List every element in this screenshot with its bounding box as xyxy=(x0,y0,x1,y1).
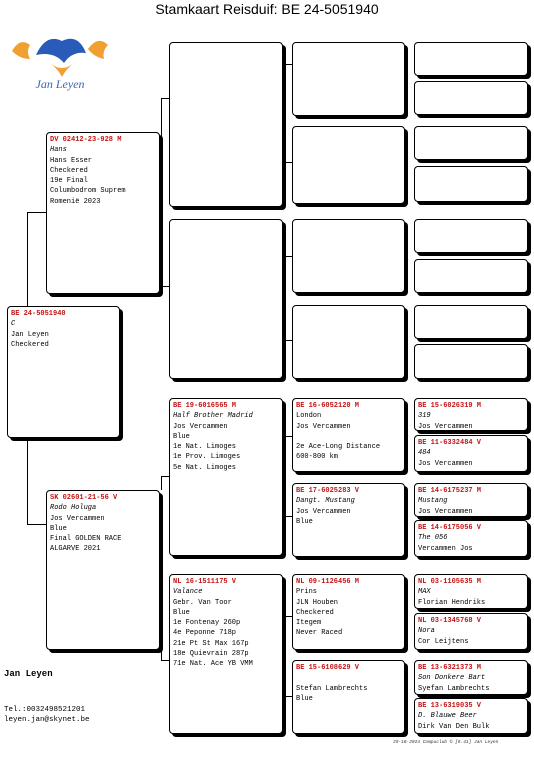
g3-ring: NL 09-1126456 M xyxy=(296,578,360,586)
g3-name: Dangt. Mustang xyxy=(296,497,355,506)
father-note: Romenië 2023 xyxy=(50,197,101,206)
mm-father-card[interactable] xyxy=(169,398,283,556)
breeder-name: Jan Leyen xyxy=(4,669,53,679)
g4-owner: Jos Vercammen xyxy=(418,422,473,431)
g4-ring: BE 15-6026319 M xyxy=(418,402,482,410)
father-owner: Hans Esser xyxy=(50,156,93,165)
g3-owner: Jos Vercammen xyxy=(296,422,351,431)
g3-note: Itegem xyxy=(296,619,322,628)
g4-owner: Syefan Lambrechts xyxy=(418,684,490,693)
g4-card[interactable] xyxy=(414,520,528,557)
logo-bird-center xyxy=(36,39,86,63)
g3-ring: BE 17-6025283 V xyxy=(296,487,360,495)
mother-note: ALGARVE 2021 xyxy=(50,545,101,554)
empty-card[interactable] xyxy=(414,305,528,339)
father-note: Columbodrom Suprem xyxy=(50,187,126,196)
g3-name: Prins xyxy=(296,588,318,597)
g4-owner: Dirk Van Den Bulk xyxy=(418,722,490,731)
empty-card[interactable] xyxy=(292,219,405,293)
g4-owner: Florian Hendriks xyxy=(418,598,486,607)
mm-mother-owner: Gebr. Van Toor xyxy=(173,598,232,607)
mm-father-owner: Jos Vercammen xyxy=(173,422,228,431)
g3-name: London xyxy=(296,412,322,421)
subject-name: C xyxy=(11,320,16,329)
g4-card[interactable] xyxy=(414,398,528,431)
g4-name: 319 xyxy=(418,412,431,421)
mm-mother-note: 21e Pt St Max 167p xyxy=(173,639,249,648)
mm-father-name: Half Brother Madrid xyxy=(173,412,253,421)
g4-owner: Vercammen Jos xyxy=(418,544,473,553)
mm-mother-note: 4e Peponne 718p xyxy=(173,629,237,638)
g4-name: D. Blauwe Beer xyxy=(418,712,477,721)
mother-note: Final GOLDEN RACE xyxy=(50,535,122,544)
page-title: Stamkaart Reisduif: BE 24-5051940 xyxy=(155,1,379,17)
g3-ring: BE 16-6052120 M xyxy=(296,402,360,410)
empty-card[interactable] xyxy=(292,42,405,116)
empty-card[interactable] xyxy=(414,126,528,160)
logo-bird-left xyxy=(12,42,30,59)
g4-card[interactable] xyxy=(414,613,528,650)
mm-mother-note: 18e Quievrain 287p xyxy=(173,650,249,659)
g4-card[interactable] xyxy=(414,483,528,517)
mother-owner: Jos Vercammen xyxy=(50,514,105,523)
mm-father-note: 1e Prov. Limoges xyxy=(173,453,241,462)
mother-name: Rodo Holuga xyxy=(50,504,97,513)
g3-color: Checkered xyxy=(296,608,334,617)
g3-color: Blue xyxy=(296,517,313,526)
father-card[interactable] xyxy=(46,132,160,294)
g4-owner: Jos Vercammen xyxy=(418,507,473,516)
g3-ring: BE 15-6108629 V xyxy=(296,664,360,672)
g3-note: 600-800 km xyxy=(296,453,339,462)
empty-card[interactable] xyxy=(414,219,528,253)
empty-card[interactable] xyxy=(414,166,528,202)
empty-card[interactable] xyxy=(169,42,283,207)
g3-card[interactable] xyxy=(292,398,405,472)
g3-card[interactable] xyxy=(292,574,405,650)
mother-color: Blue xyxy=(50,524,67,533)
g4-name: Son Donkere Bart xyxy=(418,674,486,683)
g3-owner: JLN Houben xyxy=(296,598,339,607)
g4-ring: NL 03-1345768 V xyxy=(418,617,482,625)
mother-ring: SK 02601-21-56 V xyxy=(50,494,118,502)
breeder-phone: Tel.:0032498521201 xyxy=(4,706,86,714)
g3-color: Blue xyxy=(296,694,313,703)
g4-card[interactable] xyxy=(414,435,528,472)
mm-mother-name: Valance xyxy=(173,588,203,597)
g4-ring: BE 13-6319035 V xyxy=(418,702,482,710)
logo xyxy=(6,33,114,93)
g3-note: 2e Ace-Long Distance xyxy=(296,443,381,452)
g4-card[interactable] xyxy=(414,574,528,609)
mm-mother-ring: NL 16-1511175 V xyxy=(173,578,237,586)
g4-card[interactable] xyxy=(414,660,528,695)
g4-owner: Jos Vercammen xyxy=(418,459,473,468)
empty-card[interactable] xyxy=(292,305,405,379)
subject-ring: BE 24-5051940 xyxy=(11,310,66,318)
father-ring: DV 02412-23-928 M xyxy=(50,136,122,144)
g4-ring: BE 11-6332484 V xyxy=(418,439,482,447)
father-name: Hans xyxy=(50,146,67,155)
g4-ring: NL 03-1105635 M xyxy=(418,578,482,586)
mm-mother-color: Blue xyxy=(173,608,190,617)
g4-ring: BE 13-6321373 M xyxy=(418,664,482,672)
empty-card[interactable] xyxy=(292,126,405,204)
g3-card[interactable] xyxy=(292,483,405,557)
g4-name: The 056 xyxy=(418,534,448,543)
g3-note: Never Raced xyxy=(296,629,343,638)
mm-father-note: 1e Nat. Limoges xyxy=(173,443,237,452)
g4-card[interactable] xyxy=(414,698,528,734)
subject-owner: Jan Leyen xyxy=(11,330,49,339)
g4-name: Mustang xyxy=(418,497,448,506)
empty-card[interactable] xyxy=(414,81,528,115)
empty-card[interactable] xyxy=(169,219,283,379)
mm-mother-note: 1e Fontenay 260p xyxy=(173,619,241,628)
father-color: Checkered xyxy=(50,166,88,175)
empty-card[interactable] xyxy=(414,344,528,379)
mm-father-note: 5e Nat. Limoges xyxy=(173,463,237,472)
g3-owner: Stefan Lambrechts xyxy=(296,684,368,693)
empty-card[interactable] xyxy=(414,259,528,293)
mm-father-color: Blue xyxy=(173,432,190,441)
empty-card[interactable] xyxy=(414,42,528,76)
logo-bird-right xyxy=(88,41,108,59)
logo-text: Jan Leyen xyxy=(35,77,85,91)
subject-card[interactable] xyxy=(7,306,120,438)
g4-ring: BE 14-6175056 V xyxy=(418,524,482,532)
subject-color: Checkered xyxy=(11,340,49,349)
footer-credits: 29-10-2024 Compuclub © [9.41] Jan Leyen xyxy=(393,740,499,745)
mm-mother-note: 71e Nat. Ace YB VMM xyxy=(173,660,253,669)
g3-owner: Jos Vercammen xyxy=(296,507,351,516)
g4-ring: BE 14-6175237 M xyxy=(418,487,482,495)
father-note: 19e Final xyxy=(50,177,88,186)
mm-father-ring: BE 19-6016565 M xyxy=(173,402,237,410)
mm-mother-card[interactable] xyxy=(169,574,283,734)
breeder-email[interactable]: leyen.jan@skynet.be xyxy=(4,716,90,724)
mother-card[interactable] xyxy=(46,490,160,650)
g3-card[interactable] xyxy=(292,660,405,734)
g4-name: MAX xyxy=(418,588,431,597)
g4-name: Nora xyxy=(418,627,435,636)
g4-name: 484 xyxy=(418,449,431,458)
g4-owner: Cor Leijtens xyxy=(418,637,469,646)
